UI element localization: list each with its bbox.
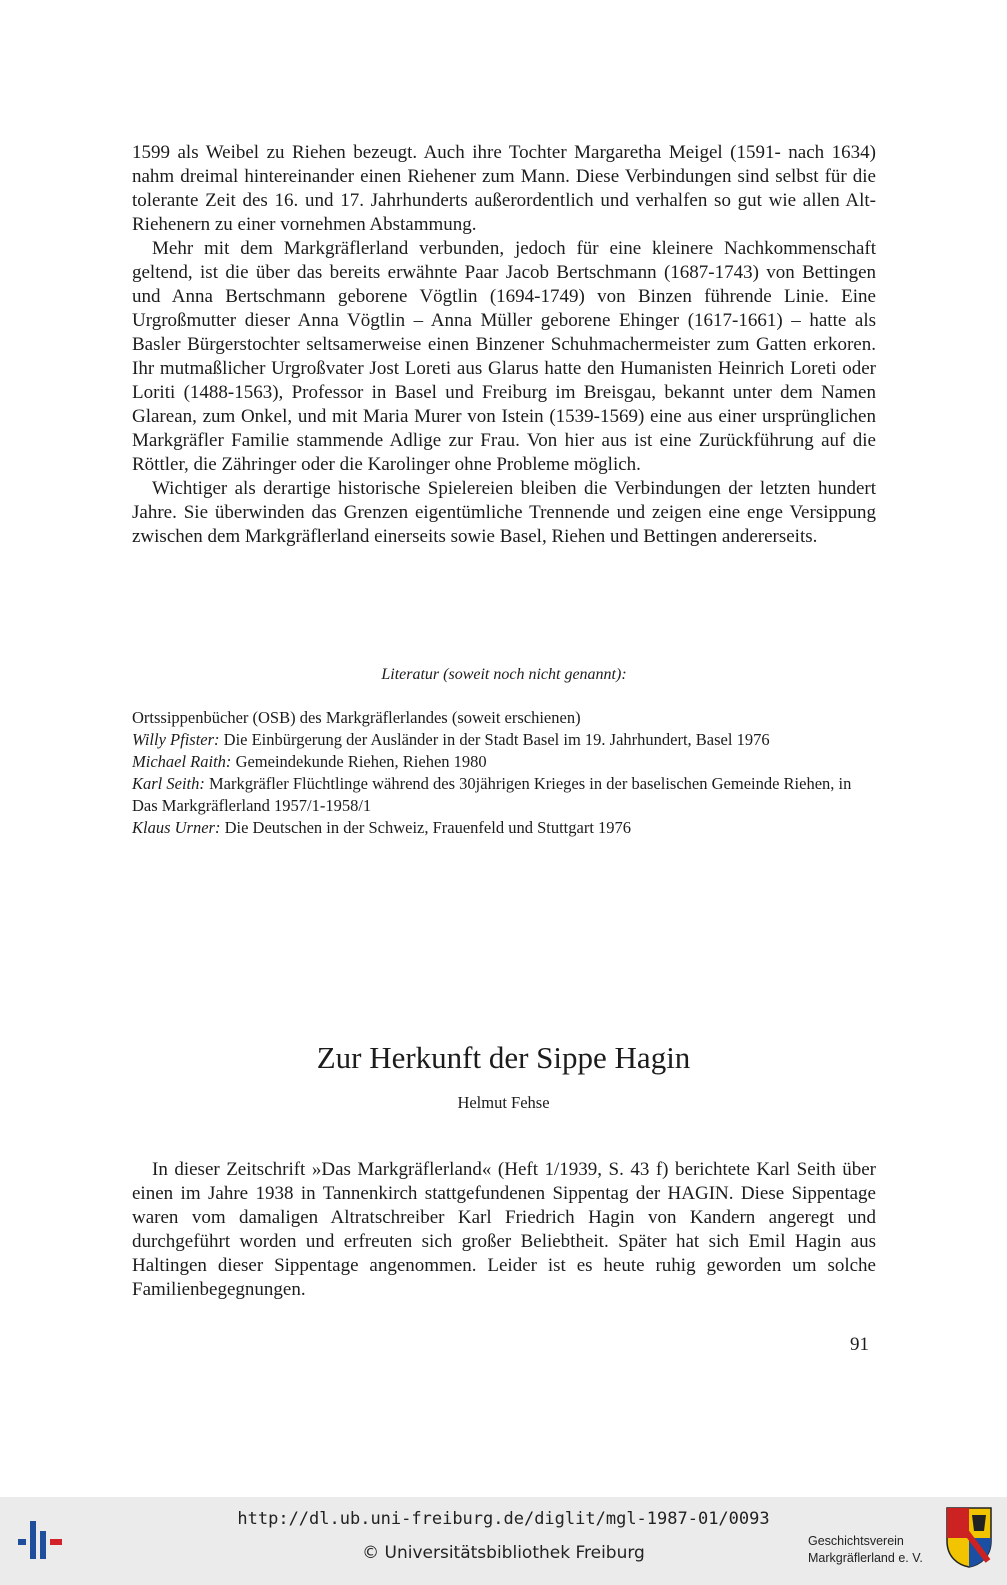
literature-heading: Literatur (soweit noch nicht genannt):	[381, 666, 627, 683]
literature-text: Gemeindekunde Riehen, Riehen 1980	[231, 752, 487, 771]
literature-text: Markgräfler Flüchtlinge während des 30jährigen Krieges in der baselischen Gemeinde Riehen, in Das Markgräflerland 1957/1-1958/1	[132, 774, 852, 815]
literature-entry	[132, 729, 876, 751]
page-number: 91	[850, 1334, 869, 1355]
literature-text: Ortssippenbücher (OSB) des Markgräflerlandes (soweit erschienen)	[132, 708, 581, 727]
markgraeflerland-crest-icon	[944, 1505, 994, 1569]
article-title: Zur Herkunft der Sippe Hagin	[316, 1040, 691, 1075]
body-paragraph-3: Wichtiger als derartige historische Spielereien bleiben die Verbindungen der letzten hundert Jahre. Sie überwinden das Grenzen eigentümliche Trennende und zeigen eine enge Versippung zwischen dem Markgräflerland einerseits sowie Basel, Riehen und Bettingen andererseits.	[132, 478, 876, 547]
literature-list	[132, 707, 876, 839]
literature-text: Die Deutschen in der Schweiz, Frauenfeld und Stuttgart 1976	[220, 818, 632, 837]
literature-entry	[132, 817, 876, 839]
footer-bar	[0, 1497, 1007, 1585]
body-text	[132, 141, 876, 549]
footer-url-link[interactable]: http://dl.ub.uni-freiburg.de/diglit/mgl-1987-01/0093	[237, 1509, 770, 1529]
article-intro-paragraph: In dieser Zeitschrift »Das Markgräflerland« (Heft 1/1939, S. 43 f) berichtete Karl Seith über einen im Jahre 1938 in Tannenkirch stattgefundenen Sippentag der HAGIN. Diese Sippentage waren vom damaligen Altratschreiber Karl Friedrich Hagin von Kandern angeregt und durchgeführt worden und erfreuten sich großer Beliebtheit. Später hat sich Emil Hagin aus Haltingen dieser Sippentage angenommen. Leider ist es heute ruhig geworden um solche Familienbegegnungen.	[132, 1159, 876, 1300]
literature-author: Klaus Urner:	[132, 818, 221, 837]
literature-entry	[132, 707, 876, 729]
literature-author: Willy Pfister:	[132, 730, 220, 749]
literature-entry	[132, 751, 876, 773]
society-line-1: Geschichtsverein	[808, 1534, 904, 1548]
literature-entry	[132, 773, 876, 817]
article-intro-text	[132, 1158, 876, 1302]
footer-society-name	[808, 1533, 923, 1567]
footer-copyright: © Universitätsbibliothek Freiburg	[362, 1543, 645, 1563]
article-author: Helmut Fehse	[457, 1093, 550, 1112]
literature-author: Michael Raith:	[132, 752, 232, 771]
body-paragraph-2: Mehr mit dem Markgräflerland verbunden, jedoch für eine kleinere Nachkommenschaft geltend, ist die über das bereits erwähnte Paar Jacob Bertschmann (1687-1743) von Bettingen und Anna Bertschmann geborene Vögtlin (1694-1749) von Binzen führende Linie. Eine Urgroßmutter dieser Anna Vögtlin – Anna Müller geborene Ehinger (1617-1661) – hatte als Basler Bürgerstochter seltsamerweise einen Binzener Schuhmachermeister zum Gatten erkoren. Ihr mutmaßlicher Urgroßvater Jost Loreti aus Glarus hatte den Humanisten Heinrich Loreti oder Loriti (1488-1563), Professor in Basel und Freiburg im Breisgau, bekannt unter dem Namen Glarean, zum Onkel, und mit Maria Murer von Istein (1539-1569) eine aus einer ursprünglichen Markgräfler Familie stammende Adlige zur Frau. Von hier aus ist eine Zurückführung auf die Röttler, die Zähringer oder die Karolinger ohne Probleme möglich.	[132, 238, 876, 475]
literature-text: Die Einbürgerung der Ausländer in der Stadt Basel im 19. Jahrhundert, Basel 1976	[219, 730, 770, 749]
literature-author: Karl Seith:	[132, 774, 205, 793]
society-line-2: Markgräflerland e. V.	[808, 1551, 923, 1565]
body-paragraph-1: 1599 als Weibel zu Riehen bezeugt. Auch ihre Tochter Margaretha Meigel (1591- nach 1634) nahm dreimal hintereinander einen Riehener zum Mann. Diese Verbindungen sind selbst für die tolerante Zeit des 16. und 17. Jahrhunderts außerordentlich und verhalfen so gut wie allen Alt-Riehenern zu einer vornehmen Abstammung.	[132, 142, 876, 235]
